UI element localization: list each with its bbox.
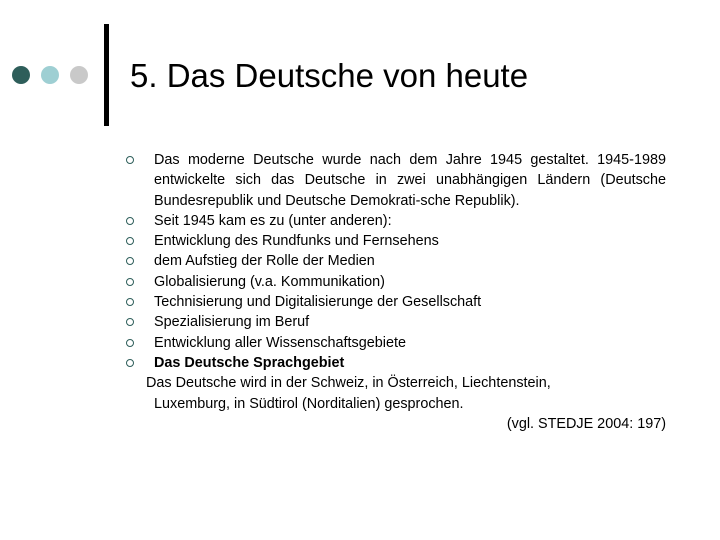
bullet-item (126, 272, 666, 292)
bullet-item (126, 251, 666, 271)
bullet-text: Technisierung und Digitalisierunge der Gesellschaft (154, 294, 482, 311)
bullet-text: Entwicklung aller Wissenschaftsgebiete (154, 334, 406, 351)
circle-bullet-icon (126, 257, 134, 265)
bullet-text: Seit 1945 kam es zu (unter anderen): (154, 212, 392, 229)
bullet-item (126, 231, 666, 251)
paragraph-line: Luxemburg, in Südtirol (Norditalien) gesprochen. (154, 395, 464, 412)
dark-teal-dot-icon (12, 66, 30, 84)
bullet-item (126, 150, 666, 211)
title-divider-bar (104, 24, 109, 126)
circle-bullet-icon (126, 217, 134, 225)
slide-title: 5. Das Deutsche von heute (130, 57, 529, 94)
bullet-text: Globalisierung (v.a. Kommunikation) (154, 273, 385, 290)
circle-bullet-icon (126, 156, 134, 164)
paragraph-line: Das Deutsche wird in der Schweiz, in Österreich, Liechtenstein, (146, 375, 551, 392)
circle-bullet-icon (126, 298, 134, 306)
bullet-text: dem Aufstieg der Rolle der Medien (154, 253, 375, 270)
light-teal-dot-icon (41, 66, 59, 84)
citation: (vgl. STEDJE 2004: 197) (506, 415, 666, 432)
bullet-text: Das moderne Deutsche wurde nach dem Jahre 1945 gestaltet. 1945-1989 entwickelte sich das Deutsche in zwei unabhängigen Ländern (Deutsche Bundesrepublik und Deutsche Demokrati-sche Republik). (154, 152, 666, 209)
circle-bullet-icon (126, 278, 134, 286)
bullet-item (126, 333, 666, 353)
slide-content (126, 150, 666, 434)
bullet-item (126, 211, 666, 231)
bullet-text: Entwicklung des Rundfunks und Fernsehens (154, 233, 439, 250)
bullet-item (126, 353, 666, 373)
bullet-item (126, 312, 666, 332)
circle-bullet-icon (126, 318, 134, 326)
grey-dot-icon (70, 66, 88, 84)
circle-bullet-icon (126, 359, 134, 367)
circle-bullet-icon (126, 237, 134, 245)
bullet-text: Spezialisierung im Beruf (154, 314, 310, 331)
bullet-text: Das Deutsche Sprachgebiet (154, 354, 345, 371)
bullet-item (126, 292, 666, 312)
circle-bullet-icon (126, 339, 134, 347)
